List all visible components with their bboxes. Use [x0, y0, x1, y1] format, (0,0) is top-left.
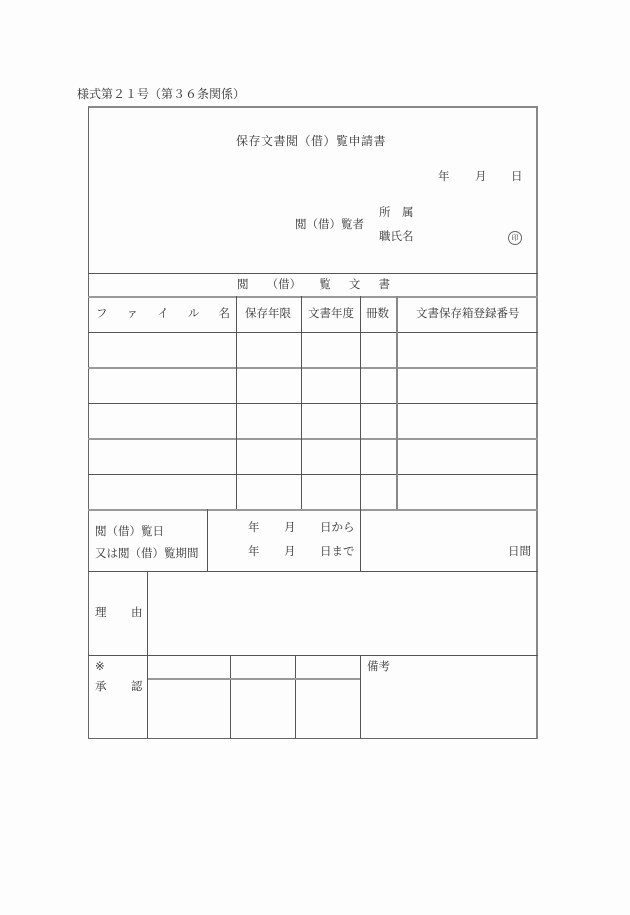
remarks-field[interactable] [361, 676, 537, 738]
volumes-cell[interactable] [361, 369, 396, 403]
approval-stamp-box[interactable] [296, 680, 360, 738]
document-year-cell[interactable] [302, 404, 360, 438]
retention-period-cell[interactable] [237, 369, 301, 403]
document-year-cell[interactable] [302, 440, 360, 474]
volumes-cell[interactable] [361, 475, 396, 509]
header-char: 書 [378, 277, 390, 291]
to-day: 日まで [320, 544, 355, 558]
divider [207, 509, 208, 572]
period-label-line1: 閲（借）覧日 [95, 524, 164, 538]
box-number-cell[interactable] [398, 333, 537, 367]
retention-period-cell[interactable] [237, 475, 301, 509]
remarks-label: 備考 [367, 659, 390, 673]
column-header-volumes: 冊数 [366, 306, 389, 320]
period-label-line2: 又は閲（借）覧期間 [95, 546, 199, 560]
days-label: 日間 [508, 544, 531, 558]
seal-icon: 印 [508, 231, 522, 245]
header-char: イ [157, 306, 169, 320]
form-title: 保存文書閲（借）覧申請書 [236, 134, 387, 148]
date-day: 日 [511, 169, 523, 183]
header-char: 名 [218, 306, 230, 320]
retention-period-cell[interactable] [237, 333, 301, 367]
reason-label-right: 由 [131, 605, 143, 619]
reason-field[interactable] [148, 572, 537, 655]
divider [88, 296, 538, 298]
box-number-cell[interactable] [398, 369, 537, 403]
document-year-cell[interactable] [302, 369, 360, 403]
header-char: ル [187, 306, 200, 320]
affiliation-label: 所 属 [379, 205, 414, 219]
retention-period-cell[interactable] [237, 404, 301, 438]
header-char: 閲 [237, 277, 249, 291]
column-header-file-name [96, 308, 230, 320]
file-name-cell[interactable] [89, 475, 236, 509]
divider [88, 509, 538, 511]
divider [88, 655, 538, 656]
document-year-cell[interactable] [302, 333, 360, 367]
date-year: 年 [438, 169, 450, 183]
from-month: 月 [284, 520, 296, 534]
box-number-cell[interactable] [398, 475, 537, 509]
header-char: 覧 [319, 277, 331, 291]
from-day: 日から [320, 520, 355, 534]
form-number: 様式第２１号（第３６条関係） [77, 87, 246, 101]
reason-label-left: 理 [95, 605, 107, 619]
applicant-label: 閲（借）覧者 [295, 217, 364, 231]
approval-label-left: 承 [95, 679, 107, 693]
box-number-cell[interactable] [398, 440, 537, 474]
volumes-cell[interactable] [361, 333, 396, 367]
document-year-cell[interactable] [302, 475, 360, 509]
approval-stamp-box[interactable] [231, 680, 295, 738]
application-date [438, 171, 450, 183]
divider [360, 509, 361, 572]
to-year: 年 [248, 544, 260, 558]
date-month: 月 [475, 169, 487, 183]
column-header-document-year: 文書年度 [308, 306, 354, 320]
column-header-box-number: 文書保存箱登録番号 [416, 306, 520, 320]
name-label: 職氏名 [379, 229, 414, 243]
header-char: フ [96, 306, 108, 320]
documents-section-header [237, 279, 390, 291]
file-name-cell[interactable] [89, 404, 236, 438]
volumes-cell[interactable] [361, 440, 396, 474]
volumes-cell[interactable] [361, 404, 396, 438]
approval-stamp-box[interactable] [148, 680, 230, 738]
file-name-cell[interactable] [89, 440, 236, 474]
divider [88, 273, 538, 274]
header-char: 文 [348, 277, 361, 291]
column-header-retention-period: 保存年限 [245, 306, 291, 320]
box-number-cell[interactable] [398, 404, 537, 438]
header-char: （借） [266, 277, 302, 291]
from-year: 年 [248, 520, 260, 534]
approval-label-right: 認 [131, 679, 143, 693]
approval-mark: ※ [95, 659, 105, 673]
header-char: ァ [126, 306, 139, 320]
file-name-cell[interactable] [89, 333, 236, 367]
file-name-cell[interactable] [89, 369, 236, 403]
to-month: 月 [284, 544, 296, 558]
retention-period-cell[interactable] [237, 440, 301, 474]
